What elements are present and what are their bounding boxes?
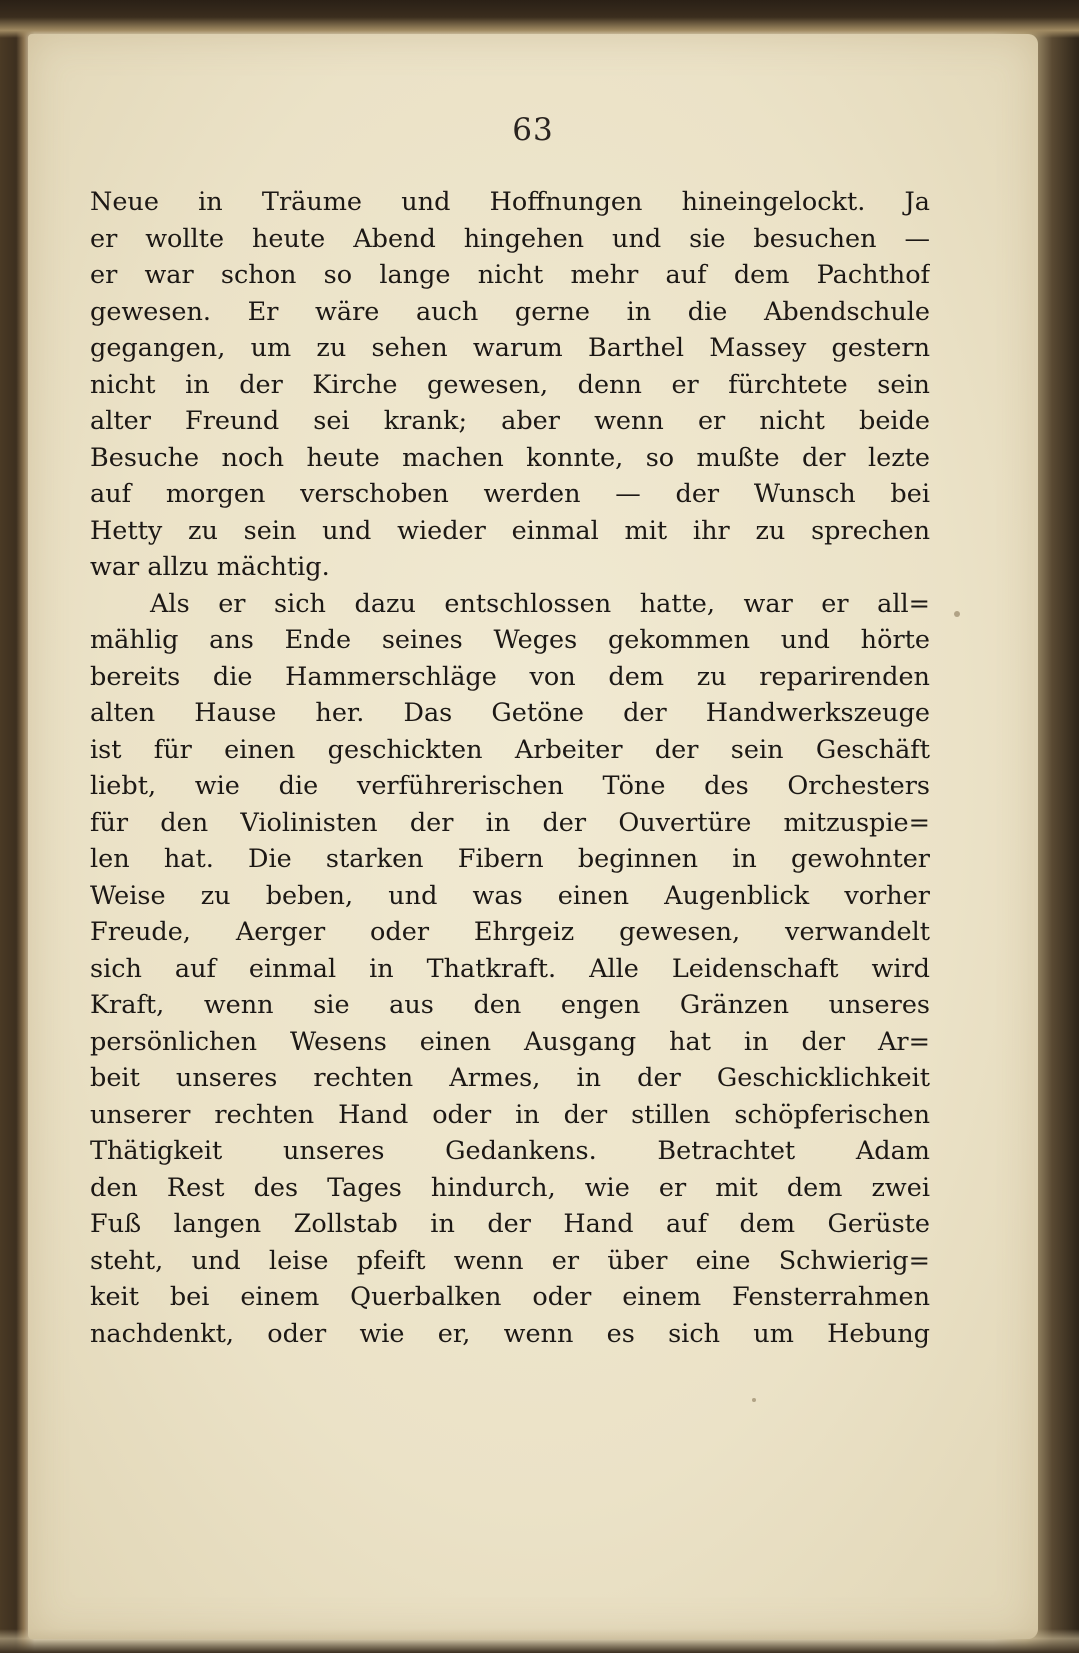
text-line: steht, und leise pfeift wenn er über eine Schwierig= [90, 1245, 930, 1276]
text-line: beit unseres rechten Armes, in der Geschicklichkeit [90, 1063, 930, 1093]
paragraph-end-line: war allzu mächtig. [90, 552, 330, 582]
text-line: keit bei einem Querbalken oder einem Fensterrahmen [90, 1282, 930, 1312]
text-line: Thätigkeit unseres Gedankens. Betrachtet Adam [90, 1136, 930, 1166]
text-line: gewesen. Er wäre auch gerne in die Abendschule [90, 296, 930, 327]
text-line: alten Hause her. Das Getöne der Handwerkszeuge [90, 698, 930, 728]
text-line: Kraft, wenn sie aus den engen Gränzen unseres [90, 990, 930, 1020]
paragraph-start-line: Als er sich dazu entschlossen hatte, war er all= [150, 588, 930, 619]
text-line: sich auf einmal in Thatkraft. Alle Leidenschaft wird [90, 953, 930, 984]
text-line: nachdenkt, oder wie er, wenn es sich um Hebung [90, 1318, 930, 1349]
text-line: er wollte heute Abend hingehen und sie besuchen — [90, 223, 930, 254]
paper-speck [752, 1398, 756, 1402]
text-line: gegangen, um zu sehen warum Barthel Massey gestern [90, 333, 930, 363]
text-line: Hetty zu sein und wieder einmal mit ihr zu sprechen [90, 515, 930, 546]
text-line: auf morgen verschoben werden — der Wunsch bei [90, 479, 930, 509]
text-line: Besuche noch heute machen konnte, so mußte der lezte [90, 442, 930, 473]
book-page [28, 34, 1038, 1639]
text-line: alter Freund sei krank; aber wenn er nicht beide [90, 406, 930, 436]
book-top-edge [0, 0, 1079, 38]
text-line: bereits die Hammerschläge von dem zu reparirenden [90, 661, 930, 692]
text-line: unserer rechten Hand oder in der stillen schöpferischen [90, 1099, 930, 1130]
book-bottom-edge [0, 1629, 1079, 1653]
text-line: er war schon so lange nicht mehr auf dem Pachthof [90, 260, 930, 290]
text-line: für den Violinisten der in der Ouvertüre mitzuspie= [90, 807, 930, 838]
text-line: den Rest des Tages hindurch, wie er mit dem zwei [90, 1172, 930, 1203]
text-line: nicht in der Kirche gewesen, denn er fürchtete sein [90, 369, 930, 400]
paper-speck [954, 611, 960, 617]
text-line: len hat. Die starken Fibern beginnen in gewohnter [90, 844, 930, 874]
page-number: 63 [512, 112, 554, 148]
text-line: Fuß langen Zollstab in der Hand auf dem Gerüste [90, 1209, 930, 1239]
text-line: ist für einen geschickten Arbeiter der sein Geschäft [90, 734, 930, 765]
text-line: mählig ans Ende seines Weges gekommen und hörte [90, 625, 930, 655]
text-line: Neue in Träume und Hoffnungen hineingelockt. Ja [90, 187, 930, 217]
text-line: liebt, wie die verführerischen Töne des Orchesters [90, 771, 930, 801]
text-line: persönlichen Wesens einen Ausgang hat in der Ar= [90, 1026, 930, 1057]
text-line: Freude, Aerger oder Ehrgeiz gewesen, verwandelt [90, 917, 930, 947]
text-line: Weise zu beben, und was einen Augenblick vorher [90, 880, 930, 911]
page-body [90, 184, 930, 1352]
